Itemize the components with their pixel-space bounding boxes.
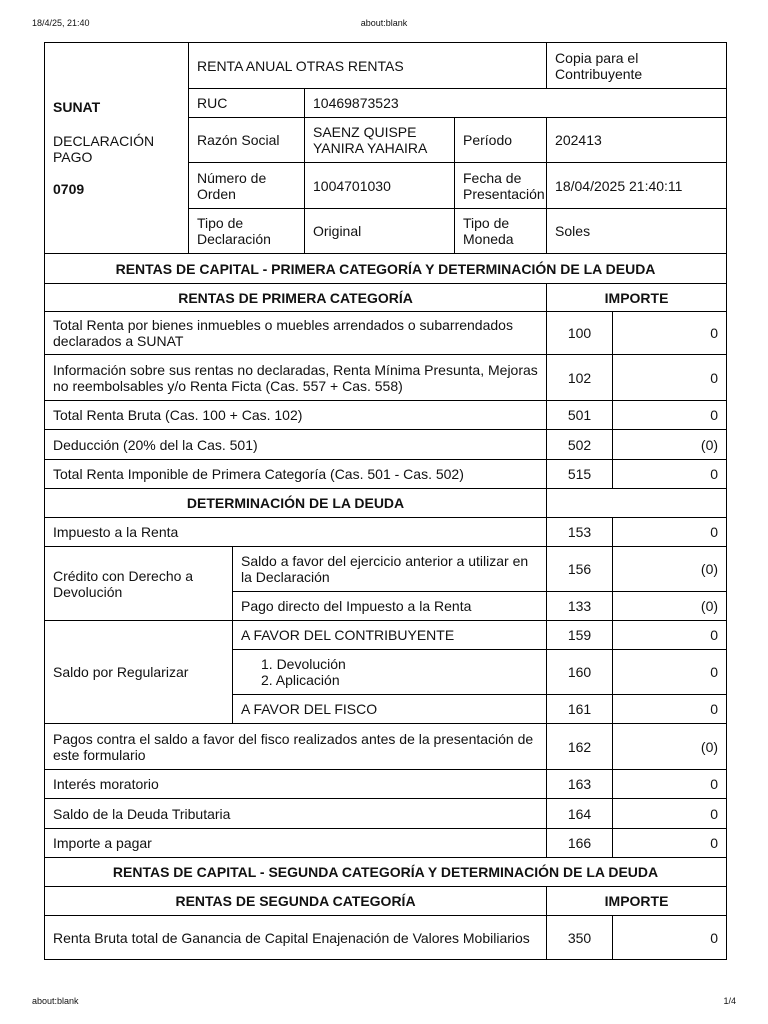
row-code: 100 xyxy=(547,312,613,355)
row-amount: (0) xyxy=(613,592,727,621)
table-row xyxy=(45,312,727,355)
form-number: 0709 xyxy=(53,181,85,197)
row-label: Importe a pagar xyxy=(45,829,547,858)
row-code: 166 xyxy=(547,829,613,858)
row-amount: (0) xyxy=(613,547,727,592)
credito-group-label: Crédito con Derecho a Devolución xyxy=(45,547,233,621)
print-footer xyxy=(0,994,768,1008)
row-amount: (0) xyxy=(613,430,727,460)
numero-orden-label: Número de Orden xyxy=(189,163,305,209)
row-amount: 0 xyxy=(613,650,727,695)
copy-label: Copia para el Contribuyente xyxy=(547,43,727,89)
table-row xyxy=(45,547,727,592)
row-code: 350 xyxy=(547,916,613,960)
row-amount: 0 xyxy=(613,695,727,724)
tipo-declaracion-label: Tipo de Declaración xyxy=(189,209,305,254)
row-code: 153 xyxy=(547,518,613,547)
row-amount: 0 xyxy=(613,518,727,547)
deuda-title-blank xyxy=(547,489,727,518)
periodo-value: 202413 xyxy=(547,118,727,163)
row-code: 160 xyxy=(547,650,613,695)
row-label: Pagos contra el saldo a favor del fisco realizados antes de la presentación de este formulario xyxy=(45,724,547,770)
row-code: 102 xyxy=(547,355,613,401)
table-row xyxy=(45,799,727,829)
row-code: 164 xyxy=(547,799,613,829)
table-row xyxy=(45,430,727,460)
print-page-title: about:blank xyxy=(360,18,408,28)
row-code: 159 xyxy=(547,621,613,650)
tipo-moneda-label: Tipo de Moneda xyxy=(455,209,547,254)
row-label: A FAVOR DEL CONTRIBUYENTE xyxy=(233,621,547,650)
fecha-presentacion-label: Fecha de Presentación xyxy=(455,163,547,209)
row-amount: 0 xyxy=(613,799,727,829)
row-label: Deducción (20% del la Cas. 501) xyxy=(45,430,547,460)
aplicacion-item: 2. Aplicación xyxy=(261,672,340,688)
row-code: 163 xyxy=(547,770,613,799)
numero-orden-value: 1004701030 xyxy=(305,163,455,209)
row-label: Total Renta por bienes inmuebles o muebles arrendados o subarrendados declarados a SUNAT xyxy=(45,312,547,355)
section1-title: RENTAS DE CAPITAL - PRIMERA CATEGORÍA Y DETERMINACIÓN DE LA DEUDA xyxy=(45,254,727,284)
row-amount: 0 xyxy=(613,460,727,489)
print-footer-url: about:blank xyxy=(32,996,79,1006)
row-label: Pago directo del Impuesto a la Renta xyxy=(233,592,547,621)
razon-social-value: SAENZ QUISPE YANIRA YAHAIRA xyxy=(305,118,455,163)
declaration-form xyxy=(44,42,727,960)
row-label-list xyxy=(233,650,547,695)
periodo-label: Período xyxy=(455,118,547,163)
ruc-label: RUC xyxy=(189,89,305,118)
row-amount: 0 xyxy=(613,312,727,355)
devolucion-item: 1. Devolución xyxy=(261,656,346,672)
form-title: RENTA ANUAL OTRAS RENTAS xyxy=(189,43,547,89)
razon-social-label: Razón Social xyxy=(189,118,305,163)
form-identity xyxy=(45,43,189,254)
print-page-number: 1/4 xyxy=(723,996,736,1006)
table-row xyxy=(45,916,727,960)
table-row xyxy=(45,518,727,547)
section1-column-header: RENTAS DE PRIMERA CATEGORÍA xyxy=(45,284,547,312)
row-label: Total Renta Imponible de Primera Categoría (Cas. 501 - Cas. 502) xyxy=(45,460,547,489)
row-code: 501 xyxy=(547,401,613,430)
print-header xyxy=(0,16,768,30)
row-label: Saldo de la Deuda Tributaria xyxy=(45,799,547,829)
org-name: SUNAT xyxy=(53,99,101,115)
row-code: 162 xyxy=(547,724,613,770)
print-datetime: 18/4/25, 21:40 xyxy=(32,18,90,28)
doc-type-line1: DECLARACIÓN xyxy=(53,133,155,149)
row-label: A FAVOR DEL FISCO xyxy=(233,695,547,724)
table-row xyxy=(45,355,727,401)
tipo-moneda-value: Soles xyxy=(547,209,727,254)
row-amount: (0) xyxy=(613,724,727,770)
row-code: 156 xyxy=(547,547,613,592)
table-row xyxy=(45,829,727,858)
row-label: Total Renta Bruta (Cas. 100 + Cas. 102) xyxy=(45,401,547,430)
row-label: Impuesto a la Renta xyxy=(45,518,547,547)
deuda-title: DETERMINACIÓN DE LA DEUDA xyxy=(45,489,547,518)
table-row xyxy=(45,724,727,770)
row-label: Saldo a favor del ejercicio anterior a utilizar en la Declaración xyxy=(233,547,547,592)
section1-importe-header: IMPORTE xyxy=(547,284,727,312)
row-label: Información sobre sus rentas no declaradas, Renta Mínima Presunta, Mejoras no reembolsables y/o Renta Ficta (Cas. 557 + Cas. 558) xyxy=(45,355,547,401)
row-code: 133 xyxy=(547,592,613,621)
table-row xyxy=(45,621,727,650)
row-label: Interés moratorio xyxy=(45,770,547,799)
row-amount: 0 xyxy=(613,770,727,799)
section2-importe-header: IMPORTE xyxy=(547,887,727,916)
fecha-presentacion-value: 18/04/2025 21:40:11 xyxy=(547,163,727,209)
row-amount: 0 xyxy=(613,621,727,650)
ruc-value: 10469873523 xyxy=(305,89,727,118)
section2-column-header: RENTAS DE SEGUNDA CATEGORÍA xyxy=(45,887,547,916)
row-code: 161 xyxy=(547,695,613,724)
saldo-group-label: Saldo por Regularizar xyxy=(45,621,233,724)
row-amount: 0 xyxy=(613,401,727,430)
tipo-declaracion-value: Original xyxy=(305,209,455,254)
table-row xyxy=(45,460,727,489)
table-row xyxy=(45,401,727,430)
row-amount: 0 xyxy=(613,829,727,858)
row-code: 502 xyxy=(547,430,613,460)
row-amount: 0 xyxy=(613,916,727,960)
row-code: 515 xyxy=(547,460,613,489)
section2-title: RENTAS DE CAPITAL - SEGUNDA CATEGORÍA Y DETERMINACIÓN DE LA DEUDA xyxy=(45,858,727,887)
doc-type-line2: PAGO xyxy=(53,149,93,165)
row-label: Renta Bruta total de Ganancia de Capital Enajenación de Valores Mobiliarios xyxy=(45,916,547,960)
row-amount: 0 xyxy=(613,355,727,401)
table-row xyxy=(45,770,727,799)
